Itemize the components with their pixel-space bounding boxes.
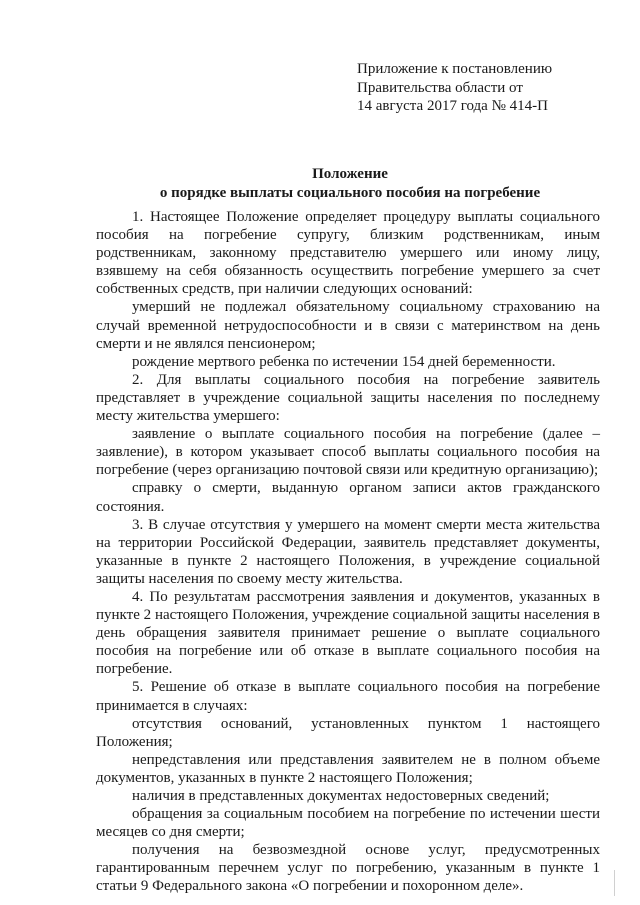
approval-line: Правительства области от bbox=[357, 79, 523, 96]
approval-line: Приложение к постановлению bbox=[357, 61, 553, 77]
document-title bbox=[90, 165, 610, 203]
paragraph: 1. Настоящее Положение определяет процедуру выплаты социального пособия на погребение супругу, близким родственникам, иным родственникам, законному представителю умершего или иному лицу, взявшему на себя обязанность осуществить погребение умершего за счет собственных средств, при наличии следующих оснований: bbox=[96, 209, 600, 298]
paragraph: 5. Решение об отказе в выплате социального пособия на погребение принимается в случаях: bbox=[96, 679, 600, 714]
paragraph: 2. Для выплаты социального пособия на погребение заявитель представляет в учреждение социальной защиты населения по последнему месту жительства умершего: bbox=[96, 371, 600, 425]
paragraph: обращения за социальным пособием на погребение по истечении шести месяцев со дня смерти; bbox=[96, 806, 600, 841]
paragraph: 3. В случае отсутствия у умершего на момент смерти места жительства на территории Российской Федерации, заявитель представляет документы, указанные в пункте 2 настоящего Положения, в учреждение социальной защиты населения по своему месту жительства. bbox=[96, 516, 600, 587]
paragraph: отсутствия оснований, установленных пунктом 1 настоящего Положения; bbox=[96, 715, 600, 750]
paragraph: 4. По результатам рассмотрения заявления и документов, указанных в пункте 2 настоящего Положения, учреждение социальной защиты населения в день обращения заявителя принимает решение о выплате социального пособия на погребение или об отказе в выплате социального пособия на погребение. bbox=[96, 588, 600, 678]
paragraph: получения на безвозмездной основе услуг, предусмотренных гарантированным перечнем услуг по погребению, указанным в пункте 1 статьи 9 Федерального закона «О погребении и похоронном деле». bbox=[96, 842, 600, 895]
paragraph: рождение мертвого ребенка по истечении 154 дней беременности. bbox=[132, 353, 556, 370]
paragraph: заявление о выплате социального пособия на погребение (далее – заявление), в котором указывает способ выплаты социального пособия на погребение (через организацию почтовой связи или кредитную организацию); bbox=[96, 426, 600, 479]
approval-line: 14 августа 2017 года № 414-П bbox=[357, 98, 548, 114]
paragraph: наличия в представленных документах недостоверных сведений; bbox=[132, 788, 550, 804]
title-line: о порядке выплаты социального пособия на погребение bbox=[159, 185, 541, 201]
document-body bbox=[96, 208, 600, 896]
paragraph: справку о смерти, выданную органом записи актов гражданского состояния. bbox=[96, 480, 600, 515]
paragraph: умерший не подлежал обязательному социальному страхованию на случай временной нетрудоспособности и в связи с материнством на день смерти и не являлся пенсионером; bbox=[96, 299, 600, 352]
scan-mark bbox=[614, 870, 615, 896]
approval-note bbox=[357, 60, 627, 116]
title-line: Положение bbox=[312, 166, 388, 182]
paragraph: непредставления или представления заявителем не в полном объеме документов, указанных в пункте 2 настоящего Положения; bbox=[96, 751, 600, 786]
